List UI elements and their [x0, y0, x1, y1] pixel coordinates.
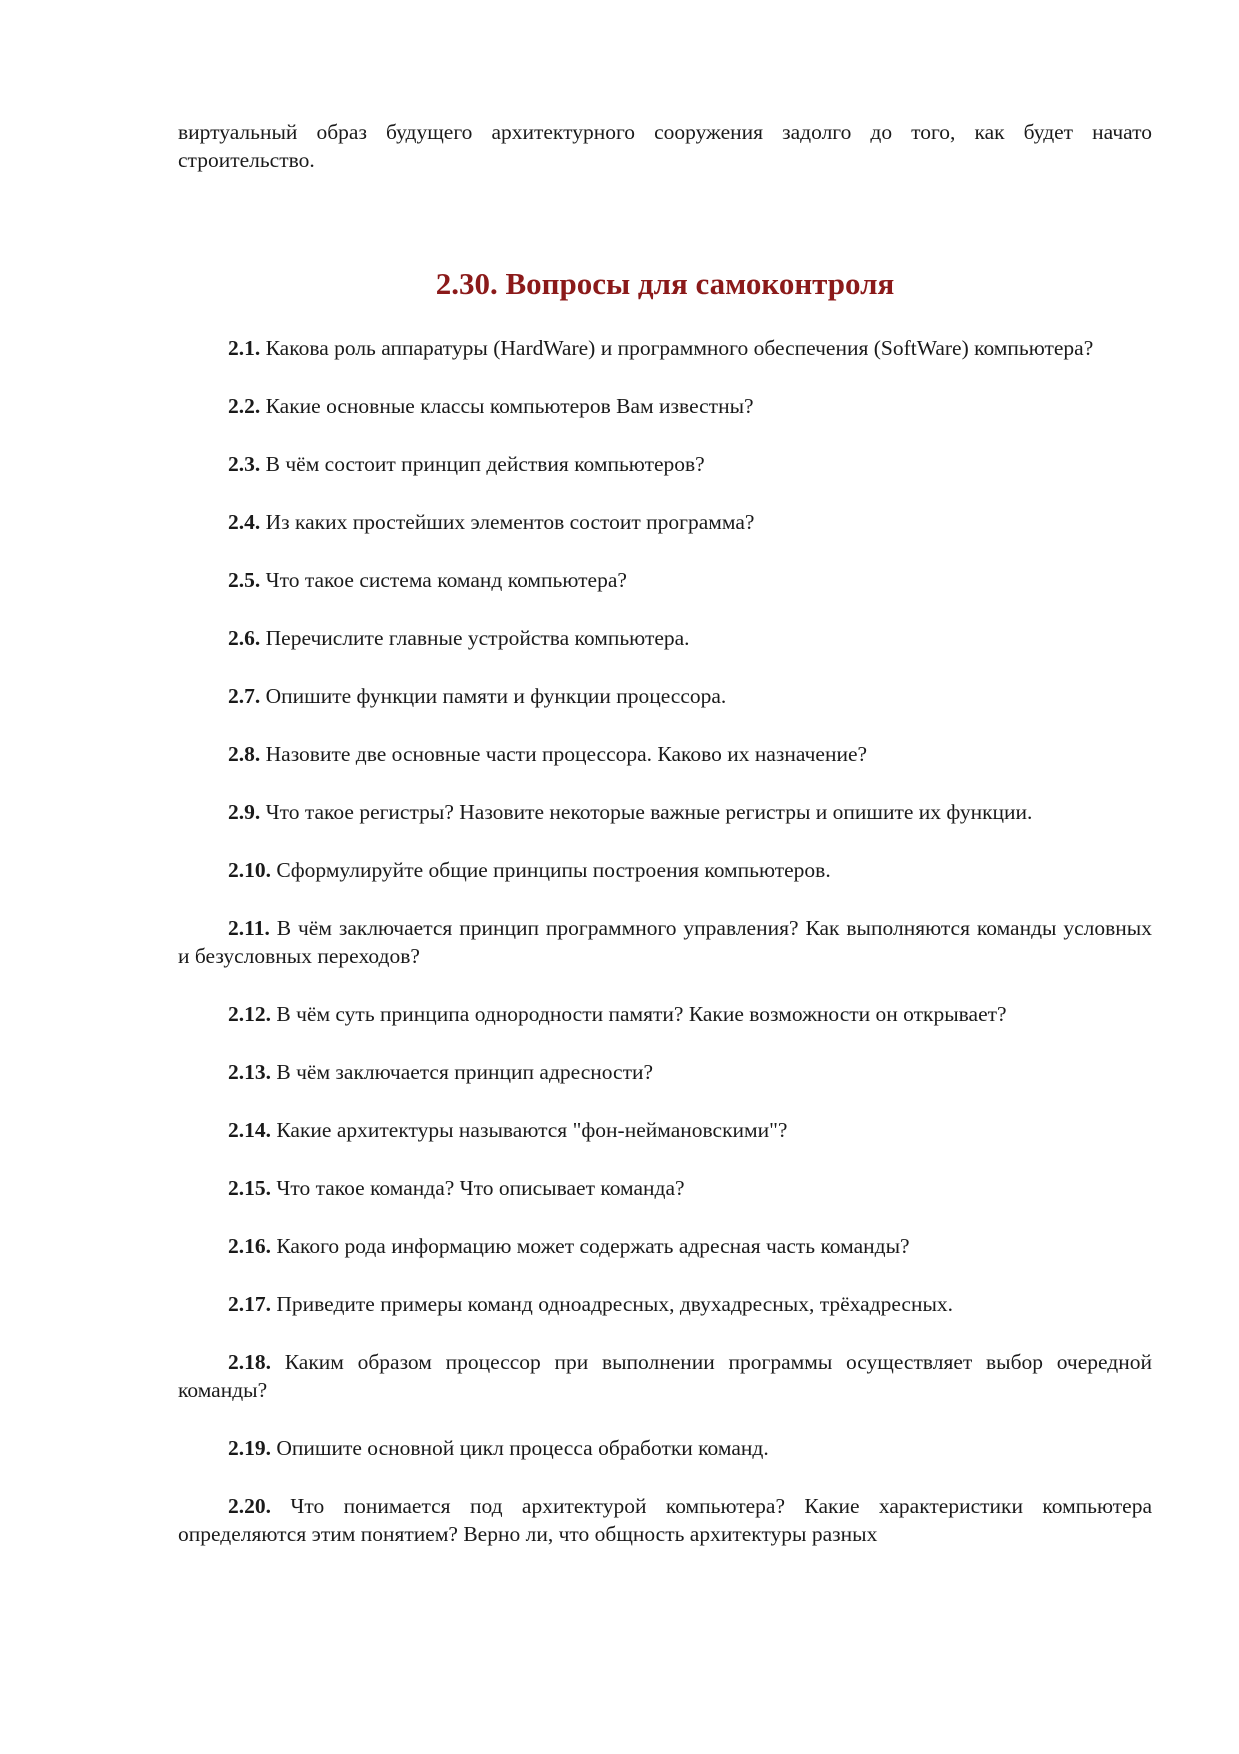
question-number: 2.19. — [228, 1436, 271, 1460]
question-item — [178, 1492, 1152, 1548]
question-number: 2.1. — [228, 336, 261, 360]
question-text: Что такое регистры? Назовите некоторые важные регистры и опишите их функции. — [265, 800, 1033, 824]
question-text: Какого рода информацию может содержать адресная часть команды? — [276, 1234, 910, 1258]
question-number: 2.20. — [228, 1494, 271, 1518]
question-text: Опишите основной цикл процесса обработки команд. — [276, 1436, 769, 1460]
question-number: 2.12. — [228, 1002, 271, 1026]
question-item — [178, 1348, 1152, 1404]
question-number: 2.14. — [228, 1118, 271, 1142]
question-text: Назовите две основные части процессора. Каково их назначение? — [265, 742, 868, 766]
question-item — [178, 1290, 1152, 1318]
question-number: 2.11. — [228, 916, 270, 940]
question-text: Что понимается под архитектурой компьютера? Какие характеристики компьютера определяются этим понятием? Верно ли, что общность архитектуры разных — [178, 1494, 1152, 1546]
section-title: 2.30. Вопросы для самоконтроля — [435, 266, 895, 301]
question-number: 2.2. — [228, 394, 261, 418]
question-item — [178, 1116, 1152, 1144]
question-item — [178, 1000, 1152, 1028]
question-number: 2.4. — [228, 510, 261, 534]
question-text: Из каких простейших элементов состоит программа? — [265, 510, 755, 534]
question-number: 2.5. — [228, 568, 261, 592]
question-number: 2.7. — [228, 684, 261, 708]
document-page — [178, 118, 1152, 1578]
question-text: Сформулируйте общие принципы построения компьютеров. — [276, 858, 831, 882]
question-item — [178, 508, 1152, 536]
question-item — [178, 624, 1152, 652]
question-item — [178, 392, 1152, 420]
question-number: 2.17. — [228, 1292, 271, 1316]
question-item — [178, 566, 1152, 594]
question-text: Что такое команда? Что описывает команда? — [276, 1176, 685, 1200]
question-text: Перечислите главные устройства компьютера. — [265, 626, 690, 650]
question-item — [178, 334, 1152, 362]
question-number: 2.6. — [228, 626, 261, 650]
question-item — [178, 1058, 1152, 1086]
question-item — [178, 740, 1152, 768]
question-item — [178, 1174, 1152, 1202]
intro-paragraph: виртуальный образ будущего архитектурного сооружения задолго до того, как будет начато строительство. — [178, 120, 1152, 172]
question-item — [178, 1232, 1152, 1260]
question-item — [178, 450, 1152, 478]
question-number: 2.9. — [228, 800, 261, 824]
question-text: В чём состоит принцип действия компьютеров? — [265, 452, 705, 476]
question-text: Какова роль аппаратуры (HardWare) и программного обеспечения (SoftWare) компьютера? — [265, 336, 1094, 360]
question-item — [178, 682, 1152, 710]
question-text: Каким образом процессор при выполнении программы осуществляет выбор очередной команды? — [178, 1350, 1152, 1402]
question-number: 2.16. — [228, 1234, 271, 1258]
question-text: Что такое система команд компьютера? — [265, 568, 627, 592]
question-text: В чём заключается принцип адресности? — [276, 1060, 654, 1084]
question-text: Приведите примеры команд одноадресных, двухадресных, трёхадресных. — [276, 1292, 954, 1316]
question-item — [178, 798, 1152, 826]
question-text: Какие основные классы компьютеров Вам известны? — [265, 394, 754, 418]
question-number: 2.15. — [228, 1176, 271, 1200]
question-number: 2.8. — [228, 742, 261, 766]
question-text: Какие архитектуры называются "фон-неймановскими"? — [276, 1118, 788, 1142]
question-text: В чём суть принципа однородности памяти? Какие возможности он открывает? — [276, 1002, 1007, 1026]
questions-list — [178, 334, 1152, 1548]
question-item — [178, 914, 1152, 970]
question-number: 2.10. — [228, 858, 271, 882]
question-item — [178, 1434, 1152, 1462]
question-number: 2.13. — [228, 1060, 271, 1084]
question-item — [178, 856, 1152, 884]
question-text: В чём заключается принцип программного управления? Как выполняются команды условных и безусловных переходов? — [178, 916, 1152, 968]
question-number: 2.3. — [228, 452, 261, 476]
question-text: Опишите функции памяти и функции процессора. — [265, 684, 727, 708]
question-number: 2.18. — [228, 1350, 271, 1374]
